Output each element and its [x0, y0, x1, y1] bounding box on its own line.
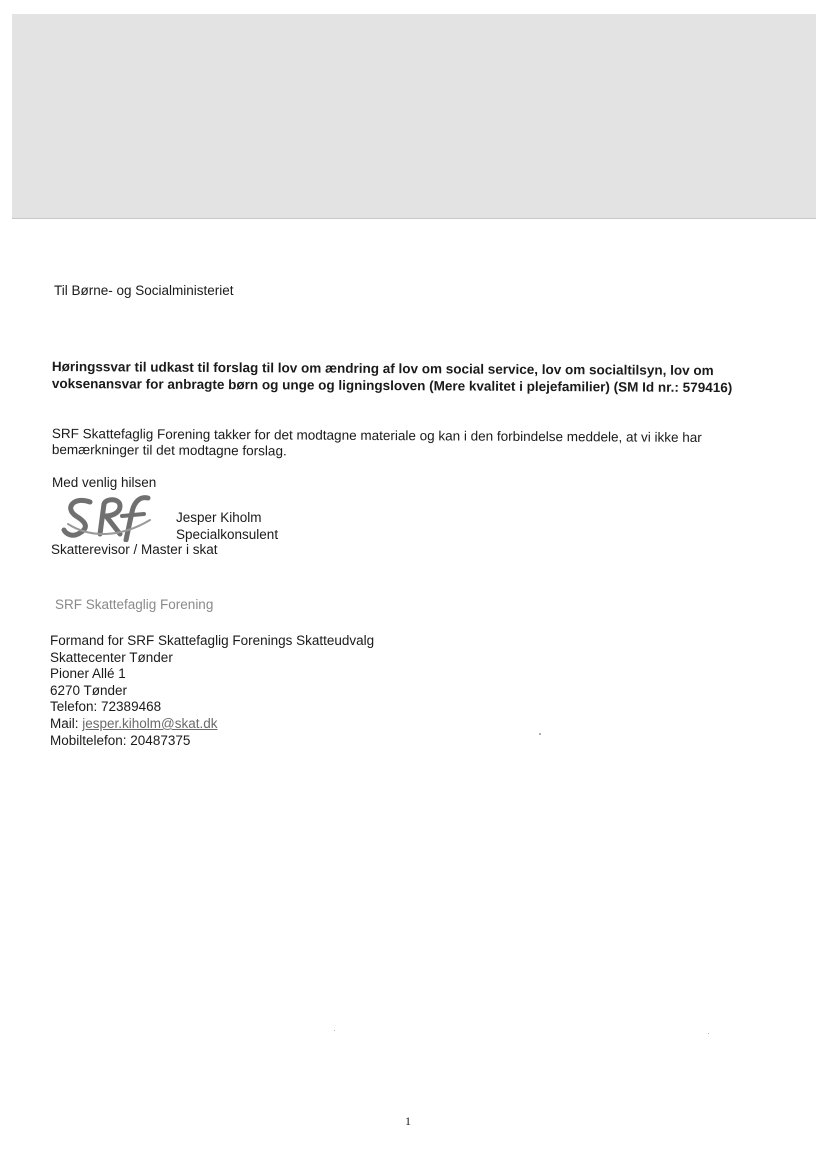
city-line: 6270 Tønder: [50, 682, 128, 698]
closing-greeting: Med venlig hilsen: [52, 475, 157, 490]
srf-logo-icon: [60, 494, 156, 542]
office-line: Skattecenter Tønder: [50, 649, 173, 665]
scan-speck: [539, 733, 541, 735]
street-line: Pioner Allé 1: [50, 666, 126, 682]
scan-speck: [334, 1030, 335, 1031]
page-number: 1: [405, 1114, 411, 1128]
mail-label: Mail:: [50, 715, 83, 731]
mail-link[interactable]: jesper.kiholm@skat.dk: [82, 715, 218, 731]
redacted-header-block: [12, 14, 816, 219]
mail-line: [50, 716, 374, 733]
organization-name: SRF Skattefaglig Forening: [55, 597, 214, 612]
subject-heading: Høringssvar til udkast til forslag til lov om ændring af lov om social service, lov om socialtilsyn, lov om voksenansvar for anbragte børn og unge og ligningsloven (Mere kvalitet i plejefamilier) (SM Id nr.: 579416): [51, 358, 733, 396]
signer-name: Jesper Kiholm: [176, 510, 262, 525]
body-paragraph: SRF Skattefaglig Forening takker for det modtagne materiale og kan i den forbindelse meddele, at vi ikke har bemærkninger til det modtagne forslag.: [51, 426, 702, 459]
signer-title: Skatterevisor / Master i skat: [51, 542, 218, 557]
signer-role: Specialkonsulent: [176, 527, 279, 542]
scan-speck: [708, 1033, 709, 1034]
phone-line: Telefon: 72389468: [50, 699, 162, 715]
contact-block: [50, 633, 374, 749]
chair-line: Formand for SRF Skattefaglig Forenings Skatteudvalg: [50, 633, 375, 648]
mobile-line: Mobiltelefon: 20487375: [50, 732, 191, 748]
recipient-line: Til Børne- og Socialministeriet: [54, 283, 234, 298]
